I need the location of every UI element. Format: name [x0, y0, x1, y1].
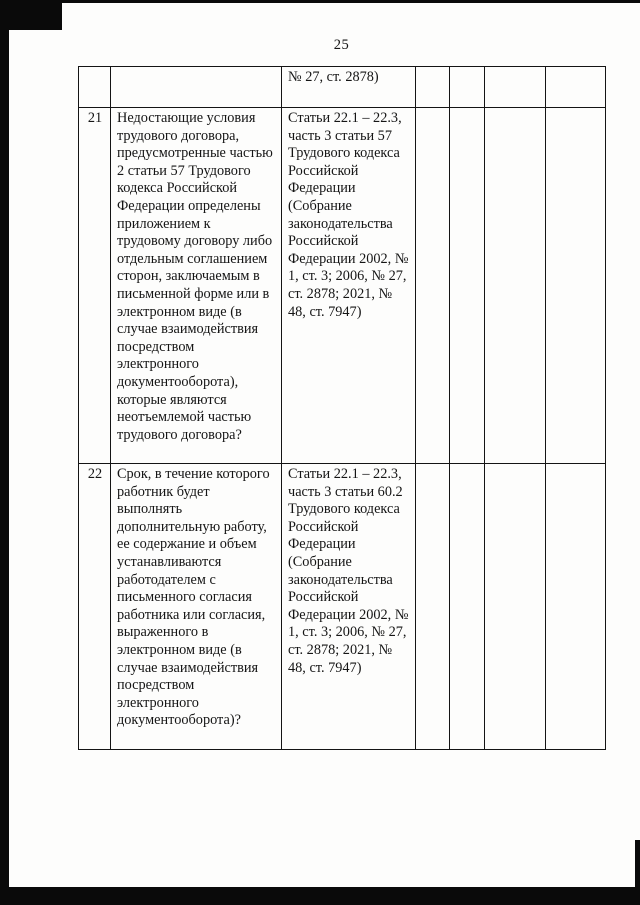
cell-empty [450, 67, 485, 108]
cell-question: Недостающие условия трудового договора, предусмотренные частью 2 статьи 57 Трудового кодекса Российской Федерации определены приложением к трудовому договору либо отдельным соглашением сторон, заключаемым в письменной форме или в электронном виде (в случае взаимодействия посредством электронного документооборота), которые являются неотъемлемой частью трудового договора? [111, 108, 282, 464]
cell-reference: Статьи 22.1 – 22.3, часть 3 статьи 57 Трудового кодекса Российской Федерации (Собрание законодательства Российской Федерации 2002, № 1, ст. 3; 2006, № 27, ст. 2878; 2021, № 48, ст. 7947) [282, 108, 416, 464]
cell-empty [450, 108, 485, 464]
scan-artifact-left-edge [0, 0, 9, 905]
cell-reference: Статьи 22.1 – 22.3, часть 3 статьи 60.2 Трудового кодекса Российской Федерации (Собрание законодательства Российской Федерации 2002, № 1, ст. 3; 2006, № 27, ст. 2878; 2021, № 48, ст. 7947) [282, 464, 416, 750]
cell-empty [485, 108, 546, 464]
scan-artifact-top-edge [0, 0, 640, 3]
cell-empty [546, 464, 606, 750]
cell-reference: № 27, ст. 2878) [282, 67, 416, 108]
cell-empty [416, 108, 450, 464]
scan-artifact-right-edge [635, 840, 640, 905]
table-row-continuation [79, 67, 606, 108]
table-row-21 [79, 108, 606, 464]
table-row-22 [79, 464, 606, 750]
page-number: 25 [333, 37, 350, 53]
cell-question: Срок, в течение которого работник будет выполнять дополнительную работу, ее содержание и объем устанавливаются работодателем с письменного согласия работника или согласия, выраженного в электронном виде (в случае взаимодействия посредством электронного документооборота)? [111, 464, 282, 750]
scan-artifact-bottom-edge [0, 887, 640, 905]
questions-table [78, 66, 606, 750]
scan-artifact-top-left-corner [0, 0, 62, 30]
cell-empty [485, 464, 546, 750]
cell-question [111, 67, 282, 108]
cell-row-number: 21 [79, 108, 111, 464]
cell-row-number [79, 67, 111, 108]
cell-empty [485, 67, 546, 108]
cell-empty [416, 67, 450, 108]
cell-empty [450, 464, 485, 750]
cell-empty [546, 108, 606, 464]
cell-empty [546, 67, 606, 108]
cell-empty [416, 464, 450, 750]
cell-row-number: 22 [79, 464, 111, 750]
